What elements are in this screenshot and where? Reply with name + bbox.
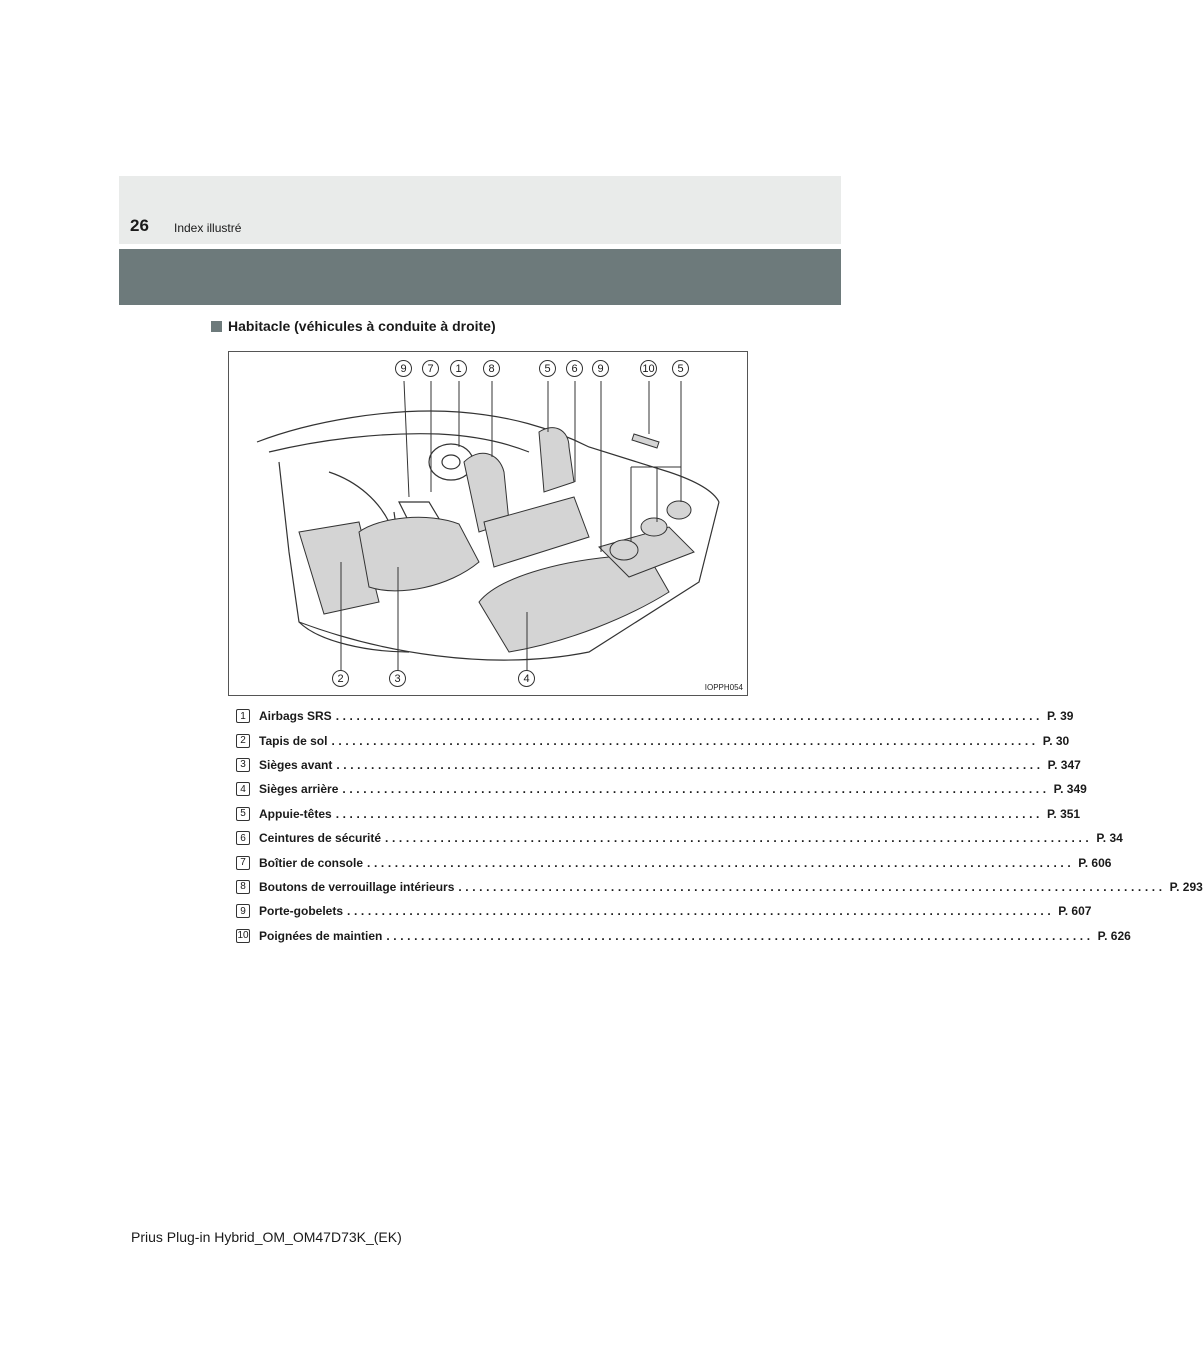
page-reference[interactable]: P. 606: [1078, 855, 1112, 870]
dot-leader: ......................................................................................................: [386, 928, 1094, 943]
item-label: Ceintures de sécurité: [259, 831, 382, 846]
item-number: 6: [236, 831, 250, 845]
subsection-title: Habitacle (véhicules à conduite à droite): [228, 318, 496, 334]
item-number: 10: [237, 930, 249, 942]
callout-marker: 3: [389, 670, 406, 687]
dot-leader: ......................................................................................................: [331, 733, 1039, 748]
page-reference[interactable]: P. 293: [1169, 879, 1203, 894]
title-band: [119, 249, 841, 305]
callout-marker: 10: [640, 360, 657, 377]
item-label: Tapis de sol: [259, 733, 328, 748]
item-number: 1: [236, 709, 250, 723]
list-item: [236, 728, 1070, 752]
figure-code: IOPPH054: [704, 683, 743, 692]
page-reference[interactable]: P. 30: [1042, 733, 1070, 748]
item-list: [236, 704, 1203, 948]
list-item: [236, 802, 1081, 826]
item-number: 3: [236, 758, 250, 772]
footer-doc-id: Prius Plug-in Hybrid_OM_OM47D73K_(EK): [131, 1229, 402, 1245]
dot-leader: ......................................................................................................: [342, 782, 1050, 797]
dot-leader: ......................................................................................................: [335, 806, 1043, 821]
item-label: Poignées de maintien: [259, 928, 383, 943]
dot-leader: ......................................................................................................: [347, 904, 1055, 919]
item-number: 8: [236, 880, 250, 894]
page-reference[interactable]: P. 39: [1046, 709, 1074, 724]
dot-leader: ......................................................................................................: [385, 831, 1093, 846]
callout-marker: 4: [518, 670, 535, 687]
item-label: Boutons de verrouillage intérieurs: [259, 879, 455, 894]
callout-marker: 2: [332, 670, 349, 687]
page-reference[interactable]: P. 347: [1047, 757, 1081, 772]
dot-leader: ......................................................................................................: [335, 709, 1043, 724]
square-bullet-icon: [211, 321, 222, 332]
car-interior-drawing: [229, 352, 747, 695]
dot-leader: ......................................................................................................: [458, 879, 1166, 894]
item-label: Sièges avant: [259, 757, 333, 772]
item-label: Porte-gobelets: [259, 904, 344, 919]
page-reference[interactable]: P. 349: [1053, 782, 1087, 797]
callout-marker: 9: [395, 360, 412, 377]
callout-marker: 7: [422, 360, 439, 377]
callout-marker: 1: [450, 360, 467, 377]
list-item: [236, 850, 1112, 874]
dot-leader: ......................................................................................................: [367, 855, 1075, 870]
list-item: [236, 704, 1074, 728]
list-item: [236, 753, 1081, 777]
item-label: Sièges arrière: [259, 782, 339, 797]
page-reference[interactable]: P. 351: [1046, 806, 1081, 821]
item-label: Airbags SRS: [259, 709, 332, 724]
section-name: Index illustré: [174, 221, 242, 235]
callout-marker: 5: [539, 360, 556, 377]
list-item: [236, 777, 1087, 801]
list-item: [236, 826, 1123, 850]
list-item: [236, 924, 1131, 948]
item-number: 9: [236, 904, 250, 918]
subsection-heading: [211, 318, 496, 334]
callout-marker: 5: [672, 360, 689, 377]
list-item: [236, 875, 1203, 899]
interior-illustration: [228, 351, 748, 696]
list-item: [236, 899, 1092, 923]
page-reference[interactable]: P. 34: [1096, 831, 1123, 846]
callout-marker: 8: [483, 360, 500, 377]
item-label: Appuie-têtes: [259, 806, 332, 821]
callout-marker: 6: [566, 360, 583, 377]
page-reference[interactable]: P. 626: [1097, 928, 1131, 943]
dot-leader: ......................................................................................................: [336, 757, 1044, 772]
page-number: 26: [130, 216, 149, 235]
item-label: Boîtier de console: [259, 855, 364, 870]
item-number: 5: [236, 807, 250, 821]
page-reference[interactable]: P. 607: [1058, 904, 1092, 919]
item-number: 2: [236, 734, 250, 748]
callout-marker: 9: [592, 360, 609, 377]
item-number: 4: [236, 782, 250, 796]
item-number: 7: [236, 856, 250, 870]
